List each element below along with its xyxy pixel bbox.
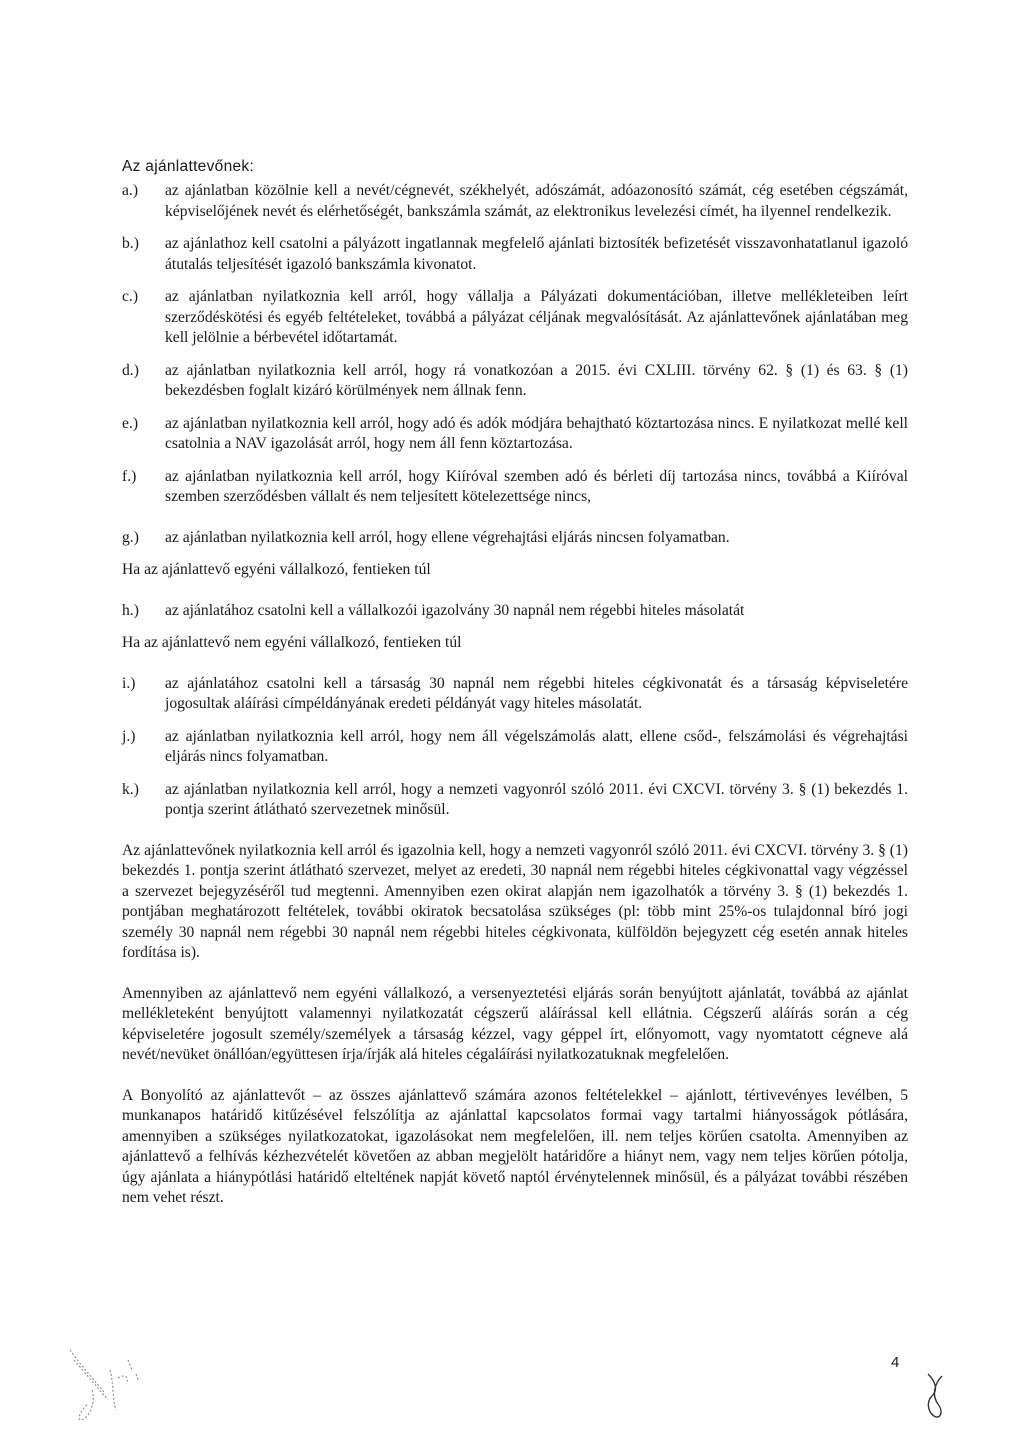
list-marker: c.): [122, 288, 139, 305]
handwritten-signature-mark: [52, 1330, 162, 1440]
list-marker: a.): [122, 182, 139, 199]
list-item-d: [122, 361, 908, 402]
list-marker: g.): [122, 528, 139, 546]
list-item-k: [122, 780, 908, 821]
list-text: az ajánlatban közölnie kell a nevét/cégnevét, székhelyét, adószámát, adóazonosító számát, cég esetében cégszámát, képviselőjének nevét és elérhetőségét, bankszámla számát, az elektronikus levelezési címét, ha ilyennel rendelkezik.: [165, 182, 908, 220]
list-marker: b.): [122, 235, 139, 252]
list-text: az ajánlathoz kell csatolni a pályázott ingatlannak megfelelő ajánlati biztosíték befizetését visszavonhatatlanul igazoló átutalás teljesítését igazoló bankszámla kivonatot.: [165, 235, 908, 273]
list-text: az ajánlatban nyilatkoznia kell arról, hogy a nemzeti vagyonról szóló 2011. évi CXCVI. törvény 3. § (1) bekezdés 1. pontja szerint átlátható szervezetnek minősül.: [165, 780, 908, 818]
list-item-c: [122, 287, 908, 349]
list-marker: d.): [122, 361, 139, 379]
list-text: az ajánlatban nyilatkoznia kell arról, hogy nem áll végelszámolás alatt, ellene csőd-, felszámolási és végrehajtási eljárás nincs folyamatban.: [165, 727, 908, 765]
list-text: az ajánlatához csatolni kell a társaság 30 napnál nem régebbi hiteles cégkivonatát és a társaság képviseletére jogosultak aláírási címpéldányának eredeti példányát vagy hiteles másolatát.: [165, 674, 908, 712]
list-marker: h.): [122, 601, 139, 619]
list-text: az ajánlatban nyilatkoznia kell arról, hogy rá vonatkozóan a 2015. évi CXLIII. törvény 62. § (1) és 63. § (1) bekezdésben foglalt kizáró körülmények nem állnak fenn.: [165, 361, 908, 399]
paragraph-transparency: Az ajánlattevőnek nyilatkoznia kell arról és igazolnia kell, hogy a nemzeti vagyonról szóló 2011. évi CXCVI. törvény 3. § (1) bekezdés 1. pontja szerint átlátható szervezet, melyet az eredeti, 30 napnál nem régebbi hiteles cégkivonattal vagy végzéssel a szervezet bejegyzéséről tud megtenni. Amennyiben ezen okirat alapján nem igazolhatók a törvény 3. § (1) bekezdés 1. pontjában meghatározott feltételek, további okiratok becsatolása szükséges (pl: több mint 25%-os tulajdonnal bíró jogi személy 30 napnál nem régebbi 30 napnál nem régebbi hiteles cégkivonata, külföldön bejegyzett cég esetén annak hiteles fordítása is).: [122, 841, 908, 961]
list-marker: e.): [122, 414, 139, 432]
section-heading: Az ajánlattevőnek:: [122, 158, 255, 175]
list-text: az ajánlatához csatolni kell a vállalkozói igazolvány 30 napnál nem régebbi hiteles másolatát: [165, 601, 745, 619]
paragraph-signature: Amennyiben az ajánlattevő nem egyéni vállalkozó, a versenyeztetési eljárás során benyújtott ajánlatát, továbbá az ajánlat mellékleteként benyújtott valamennyi nyilatkozatát cégszerű aláírással kell ellátnia. Cégszerű aláírás során a cég képviseletére jogosult személy/személyek a társaság kézzel, vagy géppel írt, előnyomott, vagy nyomtatott cégneve alá nevét/nevüket önállóan/együttesen írja/írják alá hiteles cégaláírási nyilatkozatuknak megfelelően.: [122, 984, 908, 1063]
sub-heading-sole-trader: Ha az ajánlattevő egyéni vállalkozó, fentieken túl: [122, 561, 431, 578]
list-text: az ajánlatban nyilatkoznia kell arról, hogy Kiíróval szemben adó és bérleti díj tartozása nincs, továbbá a Kiíróval szemben szerződésben vállalt és nem teljesített kötelezettsége nincs,: [165, 467, 908, 505]
list-item-e: [122, 414, 908, 455]
list-item-a: [122, 181, 908, 222]
list-item-i: [122, 674, 908, 715]
list-marker: k.): [122, 780, 139, 798]
page-number: 4: [891, 1354, 900, 1371]
paragraph-deficiency: A Bonyolító az ajánlattevőt – az összes ajánlattevő számára azonos feltételekkel – ajánlott, tértivevényes levélben, 5 munkanapos határidő kitűzésével felszólítja az ajánlattal kapcsolatos formai vagy tartalmi hiányosságok pótlására, amennyiben a szükséges nyilatkozatokat, igazolásokat nem megfelelően, ill. nem teljes körűen csatolta. Amennyiben az ajánlattevő a felhívás kézhezvételét követően az abban megjelölt határidőre a hiányt nem, vagy nem teljes körűen pótolja, úgy ajánlata a hiánypótlási határidő elteltének napját követő naptól érvénytelennek minősül, és a pályázat további részében nem vehet részt.: [122, 1086, 908, 1206]
list-marker: f.): [122, 467, 137, 485]
list-text: az ajánlatban nyilatkoznia kell arról, hogy ellene végrehajtási eljárás nincsen folyamatban.: [165, 528, 730, 546]
document-body: [122, 181, 908, 1209]
list-marker: i.): [122, 674, 136, 692]
list-text: az ajánlatban nyilatkoznia kell arról, hogy adó és adók módjára behajtható köztartozása nincs. E nyilatkozat mellé kell csatolnia a NAV igazolását arról, hogy nem áll fenn köztartozása.: [165, 414, 908, 452]
list-item-g: [122, 528, 908, 549]
list-marker: j.): [122, 727, 136, 745]
list-text: az ajánlatban nyilatkoznia kell arról, hogy vállalja a Pályázati dokumentációban, illetve mellékleteiben leírt szerződéskötési és egyéb feltételeket, továbbá a pályázat céljának megvalósítását. Az ajánlattevőnek ajánlatában meg kell jelölnie a bérbevétel időtartamát.: [165, 288, 908, 346]
handwritten-initial-mark: [920, 1368, 950, 1423]
list-item-b: [122, 234, 908, 275]
sub-heading-company: Ha az ajánlattevő nem egyéni vállalkozó, fentieken túl: [122, 634, 462, 651]
list-item-f: [122, 467, 908, 508]
list-item-j: [122, 727, 908, 768]
list-item-h: [122, 601, 908, 622]
